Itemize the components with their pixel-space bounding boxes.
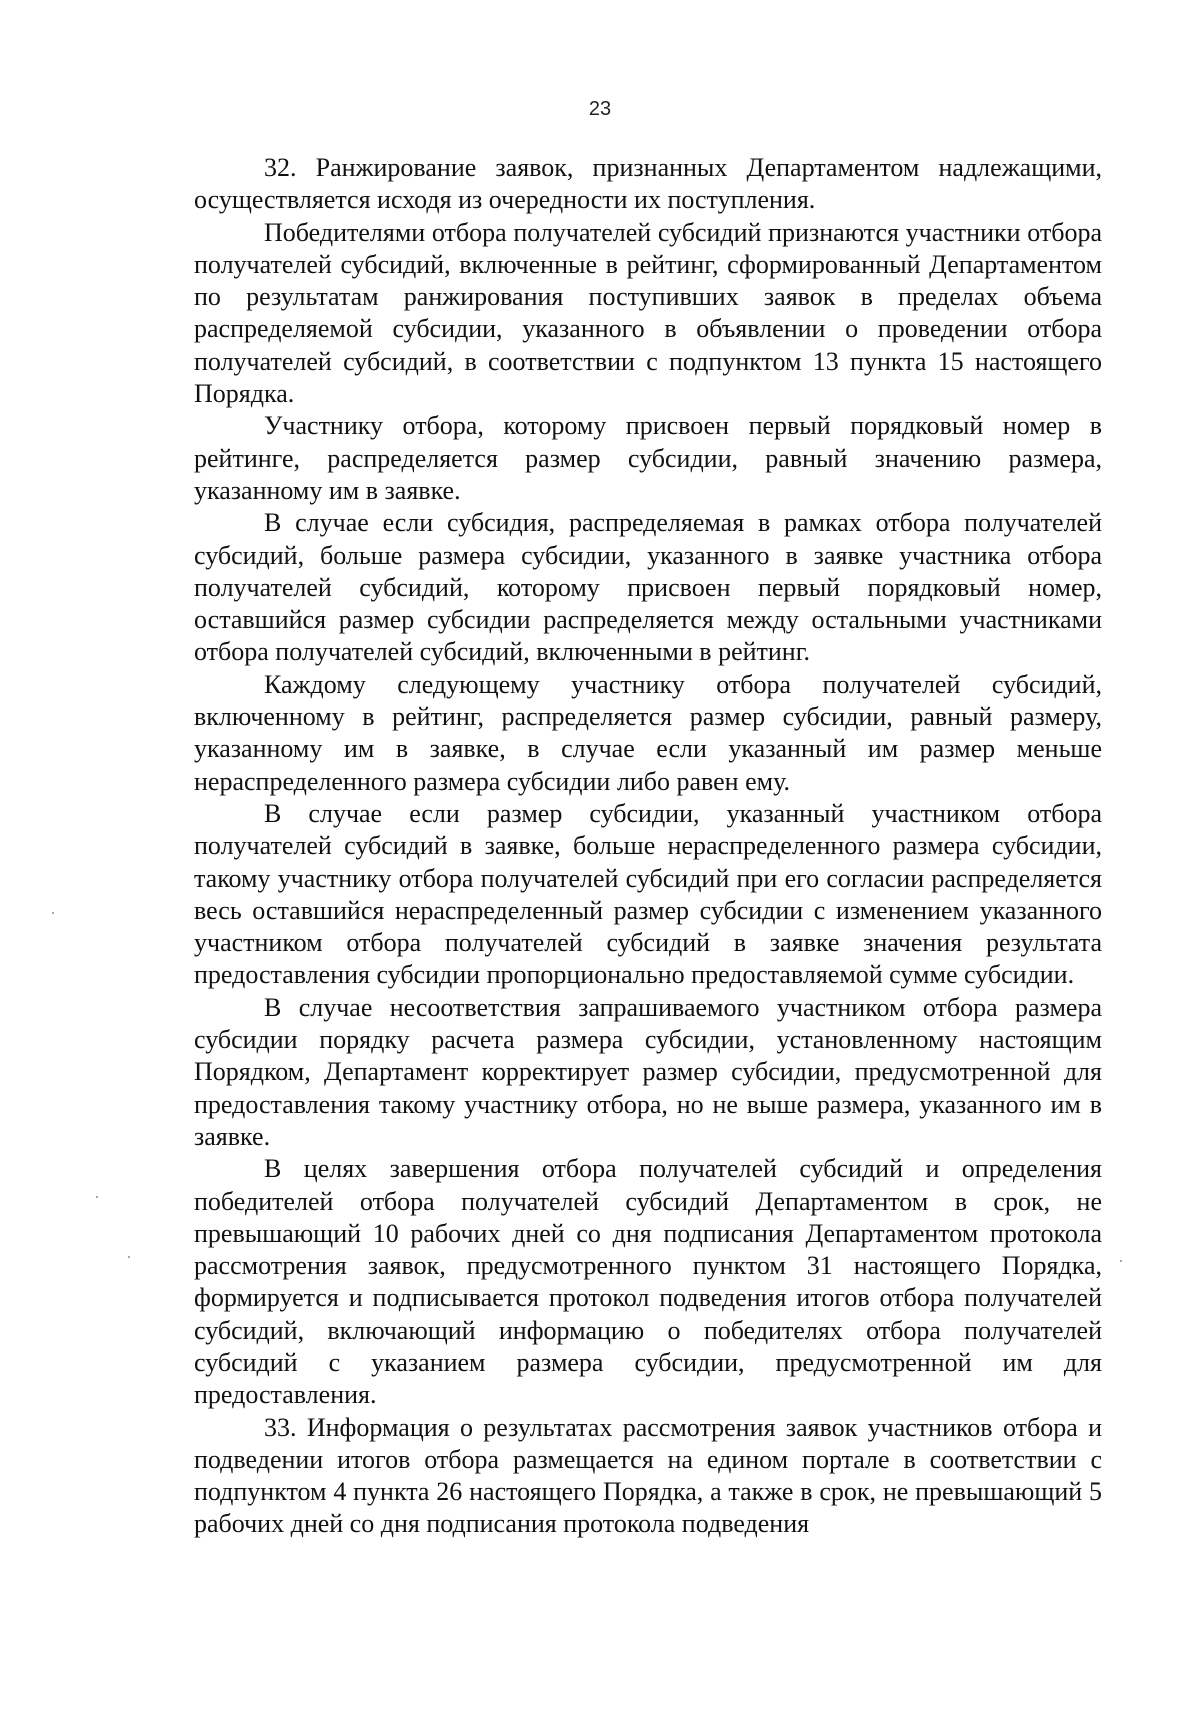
scan-speck xyxy=(52,912,54,914)
scan-speck xyxy=(1120,1260,1122,1262)
paragraph-next-participant: Каждому следующему участнику отбора получателей субсидий, включенному в рейтинг, распределяется размер субсидии, равный размеру, указанному им в заявке, в случае если указанный им размер меньше нераспределенного размера субсидии либо равен ему. xyxy=(194,669,1102,796)
paragraph-final-protocol: В целях завершения отбора получателей субсидий и определения победителей отбора получателей субсидий Департаментом в срок, не превышающий 10 рабочих дней со дня подписания Департаментом протокола рассмотрения заявок, предусмотренного пунктом 31 настоящего Порядка, формируется и подписывается протокол подведения итогов отбора получателей субсидий, включающий информацию о победителях отбора получателей субсидий с указанием размера субсидии, предусмотренной им для предоставления. xyxy=(194,1154,1102,1410)
page-number: 23 xyxy=(588,98,612,120)
document-body xyxy=(194,152,1102,1541)
paragraph-32-ranking: 32. Ранжирование заявок, признанных Департаментом надлежащими, осуществляется исходя из очередности их поступления. xyxy=(194,153,1102,215)
paragraph-winners: Победителями отбора получателей субсидий признаются участники отбора получателей субсидий, включенные в рейтинг, сформированный Департаментом по результатам ранжирования поступивших заявок в пределах объема распределяемой субсидии, указанного в объявлении о проведении отбора получателей субсидий, в соответствии с подпунктом 13 пункта 15 настоящего Порядка. xyxy=(194,217,1102,409)
scan-speck xyxy=(96,1196,98,1198)
paragraph-exceeding-amount: В случае если размер субсидии, указанный участником отбора получателей субсидий в заявке, больше нераспределенного размера субсидии, такому участнику отбора получателей субсидий при его согласии распределяется весь оставшийся нераспределенный размер субсидии с изменением указанного участником отбора получателей субсидий в заявке значения результата предоставления субсидии пропорционально предоставляемой сумме субсидии. xyxy=(194,798,1102,990)
paragraph-33-publication: 33. Информация о результатах рассмотрения заявок участников отбора и подведении итогов отбора размещается на едином портале в соответствии с подпунктом 4 пункта 26 настоящего Порядка, а также в срок, не превышающий 5 рабочих дней со дня подписания протокола подведения xyxy=(194,1412,1102,1539)
paragraph-mismatch-correction: В случае несоответствия запрашиваемого участником отбора размера субсидии порядку расчета размера субсидии, установленному настоящим Порядком, Департамент корректирует размер субсидии, предусмотренной для предоставления такому участнику отбора, но не выше размера, указанного им в заявке. xyxy=(194,992,1102,1151)
paragraph-remaining-distribution: В случае если субсидия, распределяемая в рамках отбора получателей субсидий, больше размера субсидии, указанного в заявке участника отбора получателей субсидий, которому присвоен первый порядковый номер, оставшийся размер субсидии распределяется между остальными участниками отбора получателей субсидий, включенными в рейтинг. xyxy=(194,508,1102,667)
scan-speck xyxy=(128,1256,130,1258)
paragraph-first-participant: Участнику отбора, которому присвоен первый порядковый номер в рейтинге, распределяется размер субсидии, равный значению размера, указанному им в заявке. xyxy=(194,411,1102,505)
